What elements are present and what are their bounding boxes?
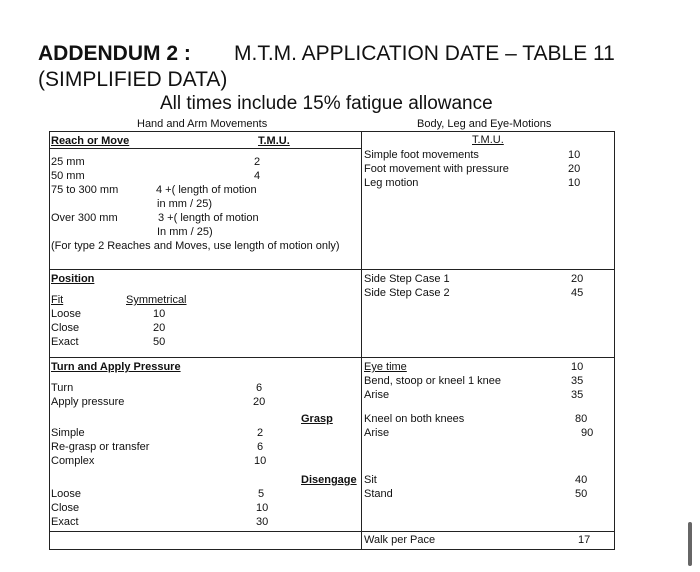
fatigue-note: All times include 15% fatigue allowance (160, 93, 493, 114)
position-row-label: Exact (51, 336, 79, 348)
body-row-label: Foot movement with pressure (364, 163, 509, 175)
right-tmu-heading: T.M.U. (472, 134, 504, 146)
reach-note: (For type 2 Reaches and Moves, use length of motion only) (51, 240, 340, 252)
reach-heading: Reach or Move (51, 135, 130, 147)
disengage-row-label: Exact (51, 516, 79, 528)
sit-row-label: Stand (364, 488, 393, 500)
walk-value: 17 (578, 534, 591, 546)
position-row-value: 10 (153, 308, 166, 320)
sit-row-value: 50 (575, 488, 588, 500)
side-step-value: 45 (571, 287, 584, 299)
eye-row-value: 35 (571, 389, 584, 401)
disengage-row-label: Loose (51, 488, 81, 500)
position-heading: Position (51, 273, 95, 285)
eye-row-label: Bend, stoop or kneel 1 knee (364, 375, 501, 387)
sit-row-label: Sit (364, 474, 377, 486)
eye-row-value: 10 (571, 361, 584, 373)
reach-row-label: Over 300 mm (51, 212, 118, 224)
body-row-label: Leg motion (364, 177, 419, 189)
eye-row-value: 35 (571, 375, 584, 387)
reach-formula: in mm / 25) (157, 198, 213, 210)
grasp-row-label: Simple (51, 427, 85, 439)
sit-row-value: 40 (575, 474, 588, 486)
grasp-row-label: Complex (51, 455, 95, 467)
side-step-label: Side Step Case 2 (364, 287, 450, 299)
kneel-row-value: 80 (575, 413, 588, 425)
side-step-value: 20 (571, 273, 584, 285)
position-row-value: 20 (153, 322, 166, 334)
kneel-row-label: Kneel on both knees (364, 413, 465, 425)
side-step-label: Side Step Case 1 (364, 273, 450, 285)
reach-row-label: 75 to 300 mm (51, 184, 119, 196)
reach-formula: 4 +( length of motion (156, 184, 257, 196)
turn-row-value: 20 (253, 396, 266, 408)
disengage-row-label: Close (51, 502, 80, 514)
left-column-header: Hand and Arm Movements (137, 118, 268, 130)
disengage-row-value: 30 (256, 516, 269, 528)
reach-formula: 3 +( length of motion (158, 212, 259, 224)
grasp-row-label: Re-grasp or transfer (51, 441, 150, 453)
position-row-label: Close (51, 322, 80, 334)
eye-row-label: Arise (364, 389, 390, 401)
kneel-row-label: Arise (364, 427, 390, 439)
body-row-value: 10 (568, 177, 581, 189)
disengage-row-value: 5 (258, 488, 265, 500)
kneel-row-value: 90 (581, 427, 594, 439)
position-fit-label: Fit (51, 294, 64, 306)
turn-row-label: Turn (51, 382, 74, 394)
disengage-heading: Disengage (301, 474, 357, 486)
body-row-value: 10 (568, 149, 581, 161)
table-title: M.T.M. APPLICATION DATE – TABLE 11 (234, 42, 615, 65)
reach-row-value: 2 (254, 156, 261, 168)
position-row-value: 50 (153, 336, 166, 348)
body-row-value: 20 (568, 163, 581, 175)
turn-row-value: 6 (256, 382, 263, 394)
disengage-row-value: 10 (256, 502, 269, 514)
grasp-row-value: 2 (257, 427, 264, 439)
scrollbar[interactable] (688, 522, 692, 566)
right-column-header: Body, Leg and Eye-Motions (417, 118, 552, 130)
eye-time-label: Eye time (364, 361, 407, 373)
grasp-heading: Grasp (301, 413, 333, 425)
table-subtitle: (SIMPLIFIED DATA) (38, 68, 228, 91)
reach-row-label: 50 mm (51, 170, 85, 182)
turn-row-label: Apply pressure (51, 396, 125, 408)
reach-row-label: 25 mm (51, 156, 85, 168)
reach-tmu-heading: T.M.U. (258, 135, 290, 147)
walk-label: Walk per Pace (364, 534, 436, 546)
reach-row-value: 4 (254, 170, 261, 182)
reach-formula: In mm / 25) (157, 226, 213, 238)
position-row-label: Loose (51, 308, 81, 320)
grasp-row-value: 10 (254, 455, 267, 467)
addendum-label: ADDENDUM 2 : (38, 42, 191, 65)
turn-heading: Turn and Apply Pressure (51, 361, 181, 373)
grasp-row-value: 6 (257, 441, 264, 453)
position-symmetrical-label: Symmetrical (126, 294, 187, 306)
body-row-label: Simple foot movements (364, 149, 479, 161)
